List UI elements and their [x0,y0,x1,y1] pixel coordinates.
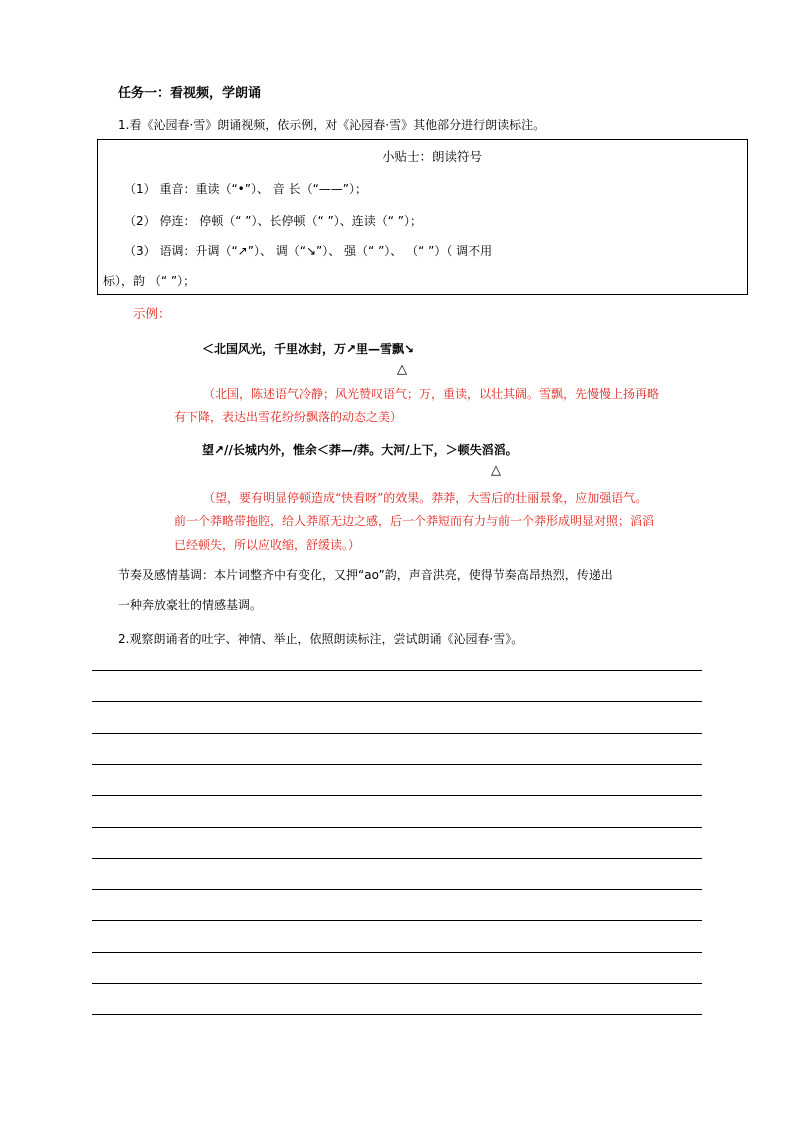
rhythm-text-line-2: 一种奔放豪壮的情感基调。 [118,598,263,612]
example-note-2c: 已经顿失，所以应收缩，舒缓读。） [174,538,361,552]
example-note-1a: （北国，陈述语气冷静；风光赞叹语气；万，重读，以壮其阔。雪飘，先慢慢上扬再略 [203,387,660,401]
answer-line[interactable] [92,858,702,859]
example-label: 示例： [133,306,171,321]
answer-line[interactable] [92,983,702,984]
tip-line-intonation: （3） 语调：升调（“↗”）、 调（“↘”）、 强（“ ”）、 （“ ”）（ 调不用 [124,244,493,258]
tip-line-stress: （1） 重音：重读（“•”）、 音 长（“——”）； [124,182,368,196]
answer-line[interactable] [92,827,702,828]
stress-triangle-mark: △ [397,362,407,377]
question-2: 2.观察朗诵者的吐字、神情、举止，依照朗读标注，尝试朗诵《沁园春·雪》。 [118,632,524,646]
tip-line-pause: （2） 停连： 停顿（“ ”）、长停顿（“ ”）、连读（“ ”）； [124,214,423,228]
stress-triangle-mark: △ [491,463,501,478]
answer-line[interactable] [92,701,702,702]
answer-line[interactable] [92,733,702,734]
answer-line[interactable] [92,764,702,765]
rhythm-text-line-1: 节奏及感情基调：本片词整齐中有变化，又押“ao”韵，声音洪亮，使得节奏高昂热烈，传递出 [118,568,613,582]
answer-line[interactable] [92,795,702,796]
example-note-2a: （望，要有明显停顿造成“快看呀”的效果。莽莽，大雪后的壮丽景象，应加强语气。 [203,491,648,505]
tip-line-rhyme: 标），韵 （“ ”）； [103,274,196,288]
example-poem-line-2: 望↗//长城内外，惟余＜莽—/莽。大河/上下，＞顿失滔滔。 [202,443,518,457]
answer-line[interactable] [92,920,702,921]
task-title: 任务一：看视频，学朗诵 [118,86,262,101]
example-poem-line-1: ＜北国风光，千里冰封，万↗里—雪飘↘ [202,342,415,356]
example-note-1b: 有下降，表达出雪花纷纷飘落的动态之美） [174,410,403,424]
example-note-2b: 前一个莽略带拖腔，给人莽原无边之感，后一个莽短而有力与前一个莽形成明显对照；滔滔 [174,514,655,528]
answer-line[interactable] [92,952,702,953]
tip-title: 小贴士：朗读符号 [382,149,483,164]
answer-line[interactable] [92,889,702,890]
answer-line[interactable] [92,670,702,671]
question-1: 1.看《沁园春·雪》朗诵视频，依示例，对《沁园春·雪》其他部分进行朗读标注。 [118,118,546,132]
answer-line[interactable] [92,1014,702,1015]
